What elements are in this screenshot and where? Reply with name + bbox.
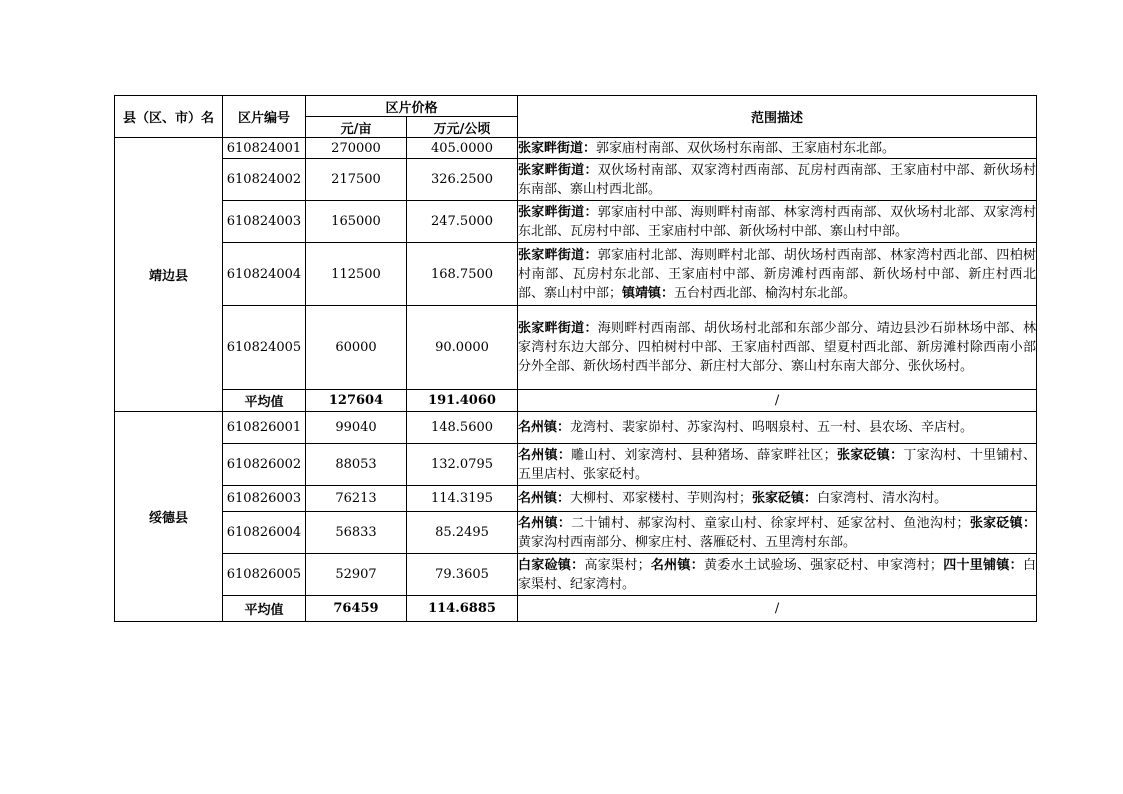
town-name: 白家硷镇： [518,557,585,573]
table-body [115,138,1037,622]
header-county: 县（区、市）名 [115,96,223,138]
table-row [115,554,1037,596]
village-list: 五台村西北部、榆沟村东北部。 [674,285,857,301]
county-name: 靖边县 [115,138,223,412]
town-name: 名州镇： [518,420,571,435]
price-wan-per-hectare: 85.2495 [407,512,518,554]
zone-code: 610826001 [223,412,306,444]
header-unit-yuan-mu: 元/亩 [306,117,407,138]
header-scope: 范围描述 [518,96,1037,138]
village-list: 黄委水土试验场、强家砭村、申家湾村； [704,557,943,573]
scope-description [518,159,1037,201]
village-list: 海则畔村西南部、胡伙场村北部和东部少部分、靖边县沙石峁林场中部、林家湾村东边大部分、四柏树村中部、王家庙村西部、望夏村西北部、新房滩村除西南小部分外全部、新伙场村西半部分、新庄村大部分、寨山村东南大部分、张伙场村。 [518,321,1037,374]
land-price-table [114,95,1037,622]
header-code: 区片编号 [223,96,306,138]
town-name: 名州镇： [518,515,572,531]
zone-code: 610824003 [223,201,306,243]
price-wan-per-hectare: 148.5600 [407,412,518,444]
scope-description [518,138,1037,159]
zone-code: 610826002 [223,444,306,486]
header-price-group: 区片价格 [306,96,518,117]
price-yuan-per-mu: 88053 [306,444,407,486]
table-row [115,444,1037,486]
price-wan-per-hectare: 114.3195 [407,486,518,512]
zone-code: 610826004 [223,512,306,554]
table-row [115,512,1037,554]
price-wan-per-hectare: 90.0000 [407,306,518,390]
village-list: 黄家沟村西南部分、柳家庄村、落雁砭村、五里湾村东部。 [518,534,857,550]
village-list: 双伙场村南部、双家湾村西南部、瓦房村西南部、王家庙村中部、新伙场村东南部、寨山村西北部。 [518,162,1036,197]
village-list: 白家湾村、清水沟村。 [817,491,948,506]
average-label: 平均值 [223,390,306,412]
village-list: 二十铺村、郝家沟村、童家山村、徐家坪村、延家岔村、鱼池沟村； [571,515,970,531]
scope-description [518,444,1037,486]
price-yuan-per-mu: 217500 [306,159,407,201]
table-row [115,201,1037,243]
village-list: 郭家庙村中部、海则畔村南部、林家湾村西南部、双伙场村北部、双家湾村东北部、瓦房村中部、王家庙村中部、新伙场村中部、寨山村中部。 [518,204,1036,239]
zone-code: 610826003 [223,486,306,512]
average-label: 平均值 [223,596,306,622]
average-row [115,390,1037,412]
zone-code: 610824005 [223,306,306,390]
price-yuan-per-mu: 112500 [306,243,407,306]
price-wan-per-hectare: 168.7500 [407,243,518,306]
zone-code: 610824001 [223,138,306,159]
village-list: 丁家沟村、十里铺村、五里店村、张家砭村。 [518,447,1036,482]
price-yuan-per-mu: 56833 [306,512,407,554]
average-description: / [518,596,1037,622]
average-description: / [518,390,1037,412]
town-name: 张家砭镇： [836,447,904,463]
average-yuan-per-mu: 76459 [306,596,407,622]
price-wan-per-hectare: 247.5000 [407,201,518,243]
town-name: 张家畔街道： [518,321,598,336]
scope-description [518,554,1037,596]
town-name: 四十里铺镇： [942,557,1023,573]
town-name: 张家畔街道： [518,162,598,178]
average-wan-per-hectare: 191.4060 [407,390,518,412]
scope-description [518,243,1037,306]
price-yuan-per-mu: 99040 [306,412,407,444]
price-yuan-per-mu: 76213 [306,486,407,512]
zone-code: 610826005 [223,554,306,596]
scope-description [518,512,1037,554]
zone-code: 610824002 [223,159,306,201]
header-unit-wan-ha: 万元/公顷 [407,117,518,138]
table-row [115,243,1037,306]
village-list: 白家渠村、纪家湾村。 [518,557,1036,592]
price-yuan-per-mu: 60000 [306,306,407,390]
town-name: 名州镇： [518,491,571,506]
town-name: 镇靖镇： [622,285,675,301]
price-wan-per-hectare: 326.2500 [407,159,518,201]
table-row [115,412,1037,444]
village-list: 高家渠村； [584,557,651,573]
price-wan-per-hectare: 405.0000 [407,138,518,159]
average-yuan-per-mu: 127604 [306,390,407,412]
village-list: 雕山村、刘家湾村、县种猪场、薛家畔社区； [571,447,837,463]
town-name: 张家畔街道： [518,204,598,220]
village-list: 郭家庙村北部、海则畔村北部、胡伙场村西南部、林家湾村西北部、四柏树村南部、瓦房村东北部、王家庙村中部、新房滩村西南部、新伙场村中部、新庄村西北部、寨山村中部； [518,247,1037,301]
town-name: 名州镇： [650,557,705,573]
zone-code: 610824004 [223,243,306,306]
town-name: 张家砭镇： [752,491,818,506]
price-yuan-per-mu: 270000 [306,138,407,159]
scope-description [518,486,1037,512]
town-name: 张家砭镇： [969,515,1036,531]
scope-description [518,201,1037,243]
price-wan-per-hectare: 132.0795 [407,444,518,486]
county-name: 绥德县 [115,412,223,622]
village-list: 郭家庙村南部、双伙场村东南部、王家庙村东北部。 [596,140,896,156]
village-list: 龙湾村、裴家峁村、苏家沟村、呜咽泉村、五一村、县农场、辛店村。 [570,420,974,435]
table-row [115,159,1037,201]
table-row [115,138,1037,159]
price-yuan-per-mu: 165000 [306,201,407,243]
price-yuan-per-mu: 52907 [306,554,407,596]
table-row [115,306,1037,390]
average-row [115,596,1037,622]
village-list: 大柳村、邓家楼村、芋则沟村； [570,491,753,506]
scope-description [518,412,1037,444]
table-row [115,486,1037,512]
town-name: 名州镇： [518,447,572,463]
scope-description [518,306,1037,390]
town-name: 张家畔街道： [518,140,597,156]
price-wan-per-hectare: 79.3605 [407,554,518,596]
average-wan-per-hectare: 114.6885 [407,596,518,622]
town-name: 张家畔街道： [518,247,598,263]
